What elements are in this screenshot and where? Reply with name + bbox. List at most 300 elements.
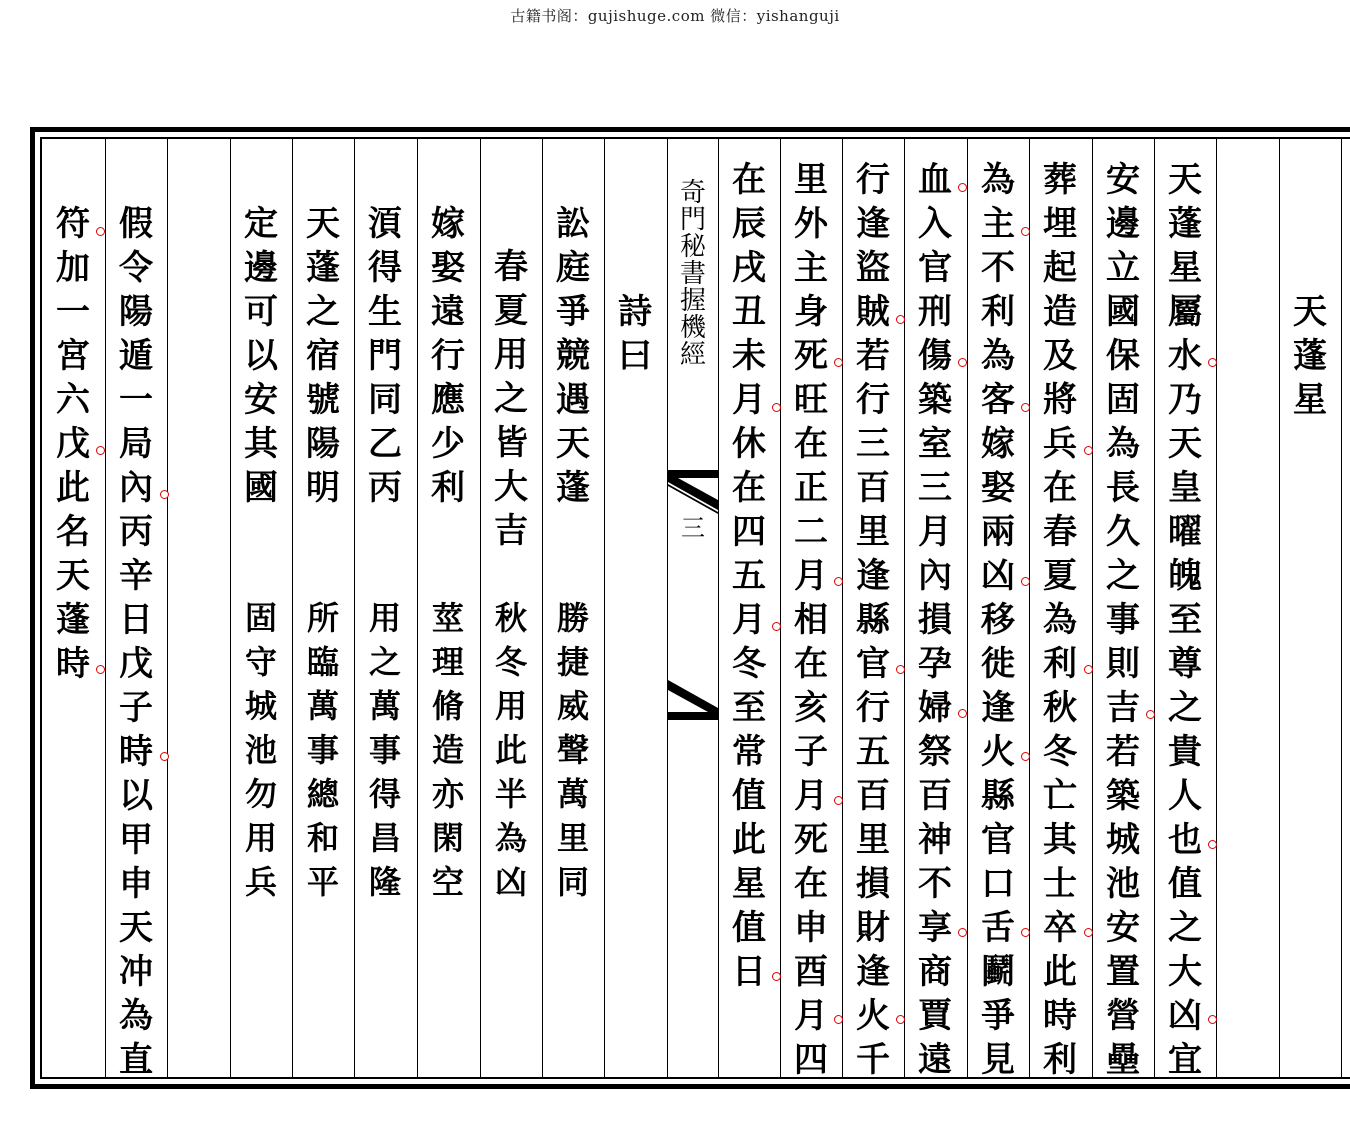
glyph: 傷 [918, 336, 952, 376]
punctuation-circle [1208, 840, 1217, 849]
heading-column [1285, 290, 1335, 422]
text-column [724, 158, 774, 994]
glyph: 月 [794, 556, 828, 596]
poem-line-lower [486, 596, 536, 904]
text-column [786, 158, 836, 1082]
glyph: 縣 [856, 600, 890, 640]
glyph: 內 [918, 556, 952, 596]
glyph: 及 [1043, 336, 1077, 376]
glyph: 天 [119, 908, 153, 948]
glyph: 主 [981, 204, 1015, 244]
glyph: 正 [794, 468, 828, 508]
glyph: 事 [368, 731, 401, 769]
column-rule [1029, 137, 1030, 1079]
glyph: 總 [306, 775, 339, 813]
glyph: 安 [244, 380, 278, 420]
glyph: 之 [1106, 556, 1140, 596]
glyph: 邊 [1106, 204, 1140, 244]
glyph: 蓬 [556, 468, 590, 508]
glyph: 得 [368, 775, 401, 813]
glyph: 為 [981, 160, 1015, 200]
glyph: 行 [856, 688, 890, 728]
glyph: 刑 [918, 292, 952, 332]
glyph: 百 [918, 776, 952, 816]
glyph: 千 [856, 1040, 890, 1080]
column-rule [1216, 137, 1217, 1079]
glyph: 祭 [918, 732, 952, 772]
glyph: 此 [56, 468, 90, 508]
glyph: 五 [732, 556, 766, 596]
glyph: 以 [244, 336, 278, 376]
glyph: 用 [368, 599, 401, 637]
glyph: 亥 [794, 688, 828, 728]
glyph: 遁 [119, 336, 153, 376]
glyph: 在 [794, 864, 828, 904]
glyph: 兩 [981, 512, 1015, 552]
glyph: 死 [794, 336, 828, 376]
column-rule [1154, 137, 1155, 1079]
glyph: 壘 [1106, 1040, 1140, 1080]
glyph: 和 [306, 819, 339, 857]
punctuation-circle [1021, 227, 1030, 236]
glyph: 天 [306, 204, 340, 244]
glyph: 宮 [56, 336, 90, 376]
glyph: 里 [794, 160, 828, 200]
glyph: 常 [732, 732, 766, 772]
glyph: 名 [56, 512, 90, 552]
punctuation-circle [96, 665, 105, 674]
glyph: 其 [1043, 820, 1077, 860]
punctuation-circle [160, 490, 169, 499]
glyph: 長 [1106, 468, 1140, 508]
glyph: 火 [856, 996, 890, 1036]
glyph: 假 [119, 204, 153, 244]
glyph: 陽 [119, 292, 153, 332]
glyph: 行 [856, 380, 890, 420]
column-rule [604, 137, 605, 1079]
glyph: 丑 [732, 292, 766, 332]
punctuation-circle [834, 1015, 843, 1024]
text-column [1160, 158, 1210, 1082]
glyph: 亦 [431, 775, 464, 813]
glyph: 兵 [244, 863, 277, 901]
poem-line-upper [548, 202, 598, 510]
glyph: 日 [119, 600, 153, 640]
glyph: 若 [1106, 732, 1140, 772]
punctuation-circle [1021, 403, 1030, 412]
glyph: 將 [1043, 380, 1077, 420]
glyph: 一 [119, 380, 153, 420]
punctuation-circle [1084, 928, 1093, 937]
punctuation-circle [896, 665, 905, 674]
punctuation-circle [958, 928, 967, 937]
glyph: 財 [856, 908, 890, 948]
glyph: 理 [431, 643, 464, 681]
glyph: 戌 [732, 248, 766, 288]
glyph: 利 [1043, 1040, 1077, 1080]
glyph: 星 [1293, 380, 1327, 420]
text-column [48, 202, 98, 686]
glyph: 令 [119, 248, 153, 288]
column-rule [292, 137, 293, 1079]
glyph: 休 [732, 424, 766, 464]
text-column [1035, 158, 1085, 1082]
glyph: 蓬 [1293, 336, 1327, 376]
glyph: 嫁 [981, 424, 1015, 464]
glyph: 之 [368, 643, 401, 681]
glyph: 見 [981, 1040, 1015, 1080]
title-glyph: 門 [679, 205, 706, 235]
glyph: 為 [1106, 424, 1140, 464]
glyph: 神 [918, 820, 952, 860]
glyph: 此 [732, 820, 766, 860]
glyph: 隆 [368, 863, 401, 901]
glyph: 星 [732, 864, 766, 904]
glyph: 明 [306, 468, 340, 508]
column-rule [480, 137, 481, 1079]
glyph: 值 [732, 776, 766, 816]
punctuation-circle [896, 1015, 905, 1024]
glyph: 若 [856, 336, 890, 376]
glyph: 固 [1106, 380, 1140, 420]
glyph: 脩 [431, 687, 464, 725]
glyph: 娶 [431, 248, 465, 288]
glyph: 城 [244, 687, 277, 725]
glyph: 池 [1106, 864, 1140, 904]
glyph: 縣 [981, 776, 1015, 816]
glyph: 葬 [1043, 160, 1077, 200]
book-title [668, 180, 718, 369]
glyph: 置 [1106, 952, 1140, 992]
glyph: 保 [1106, 336, 1140, 376]
glyph: 事 [306, 731, 339, 769]
glyph: 春 [1043, 512, 1077, 552]
glyph: 訟 [556, 204, 590, 244]
glyph: 室 [918, 424, 952, 464]
punctuation-circle [96, 227, 105, 236]
glyph: 逢 [856, 204, 890, 244]
glyph: 少 [431, 424, 465, 464]
glyph: 萬 [368, 687, 401, 725]
lower-fishtail-mark [668, 680, 718, 720]
glyph: 鬬 [981, 952, 1015, 992]
glyph: 爭 [556, 292, 590, 332]
glyph: 固 [244, 599, 277, 637]
glyph: 時 [56, 644, 90, 684]
glyph: 秋 [494, 599, 527, 637]
glyph: 庭 [556, 248, 590, 288]
punctuation-circle [1208, 358, 1217, 367]
glyph: 應 [431, 380, 465, 420]
glyph: 城 [1106, 820, 1140, 860]
glyph: 乃 [1168, 380, 1202, 420]
column-rule [1341, 137, 1342, 1079]
punctuation-circle [1021, 577, 1030, 586]
glyph: 酉 [794, 952, 828, 992]
glyph: 水 [1168, 336, 1202, 376]
punctuation-circle [834, 358, 843, 367]
poem-heading-column [610, 290, 660, 378]
glyph: 此 [1043, 952, 1077, 992]
glyph: 空 [431, 863, 464, 901]
punctuation-circle [772, 972, 781, 981]
punctuation-circle [1084, 446, 1093, 455]
punctuation-circle [958, 358, 967, 367]
glyph: 天 [56, 556, 90, 596]
glyph: 捷 [556, 643, 589, 681]
glyph: 尊 [1168, 644, 1202, 684]
glyph: 內 [119, 468, 153, 508]
column-rule [780, 137, 781, 1079]
glyph: 之 [1168, 908, 1202, 948]
glyph: 月 [732, 380, 766, 420]
glyph: 嫁 [431, 204, 465, 244]
glyph: 可 [244, 292, 278, 332]
glyph: 二 [794, 512, 828, 552]
glyph: 星 [1168, 248, 1202, 288]
glyph: 久 [1106, 512, 1140, 552]
glyph: 秋 [1043, 688, 1077, 728]
glyph: 行 [856, 160, 890, 200]
glyph: 號 [306, 380, 340, 420]
glyph: 天 [556, 424, 590, 464]
page-number: 三 [681, 514, 705, 542]
glyph: 孕 [918, 644, 952, 684]
glyph: 逢 [981, 688, 1015, 728]
glyph: 卒 [1043, 908, 1077, 948]
glyph: 外 [794, 204, 828, 244]
glyph: 至 [732, 688, 766, 728]
glyph: 月 [794, 996, 828, 1036]
glyph: 勝 [556, 599, 589, 637]
title-glyph: 機 [679, 313, 706, 343]
glyph: 客 [981, 380, 1015, 420]
glyph: 勿 [244, 775, 277, 813]
glyph: 婦 [918, 688, 952, 728]
glyph: 士 [1043, 864, 1077, 904]
glyph: 在 [732, 468, 766, 508]
poem-line-upper [360, 202, 410, 510]
glyph: 丙 [368, 468, 402, 508]
glyph: 利 [1043, 644, 1077, 684]
glyph: 遠 [918, 1040, 952, 1080]
glyph: 凶 [494, 863, 527, 901]
glyph: 凶 [981, 556, 1015, 596]
glyph: 天 [1168, 160, 1202, 200]
glyph: 冬 [494, 643, 527, 681]
glyph: 損 [918, 600, 952, 640]
glyph: 三 [918, 468, 952, 508]
glyph: 為 [119, 996, 153, 1036]
glyph: 造 [431, 731, 464, 769]
title-glyph: 書 [679, 259, 706, 289]
title-glyph: 經 [679, 340, 706, 370]
glyph: 至 [1168, 600, 1202, 640]
glyph: 相 [794, 600, 828, 640]
glyph: 詩 [618, 292, 652, 332]
glyph: 以 [119, 776, 153, 816]
glyph: 人 [1168, 776, 1202, 816]
glyph: 辰 [732, 204, 766, 244]
glyph: 乙 [368, 424, 402, 464]
glyph: 利 [431, 468, 465, 508]
column-rule [354, 137, 355, 1079]
text-column [848, 158, 898, 1082]
column-rule [542, 137, 543, 1079]
glyph: 吉 [494, 511, 528, 551]
glyph: 宜 [1168, 1040, 1202, 1080]
glyph: 不 [981, 248, 1015, 288]
glyph: 冬 [1043, 732, 1077, 772]
glyph: 吉 [1106, 688, 1140, 728]
punctuation-circle [772, 403, 781, 412]
glyph: 也 [1168, 820, 1202, 860]
glyph: 營 [1106, 996, 1140, 1036]
poem-line-upper [423, 202, 473, 510]
punctuation-circle [96, 446, 105, 455]
glyph: 蓬 [56, 600, 90, 640]
glyph: 享 [918, 908, 952, 948]
glyph: 夏 [494, 291, 528, 331]
glyph: 里 [856, 820, 890, 860]
glyph: 則 [1106, 644, 1140, 684]
glyph: 起 [1043, 248, 1077, 288]
glyph: 爭 [981, 996, 1015, 1036]
glyph: 局 [119, 424, 153, 464]
glyph: 時 [1043, 996, 1077, 1036]
punctuation-circle [1021, 928, 1030, 937]
glyph: 四 [794, 1040, 828, 1080]
glyph: 得 [368, 248, 402, 288]
glyph: 官 [981, 820, 1015, 860]
watermark: 古籍书阁：gujishuge.com 微信：yishanguji [510, 7, 840, 25]
glyph: 宿 [306, 336, 340, 376]
glyph: 六 [56, 380, 90, 420]
glyph: 五 [856, 732, 890, 772]
poem-line-upper [298, 202, 348, 510]
glyph: 百 [856, 776, 890, 816]
text-column [1098, 158, 1148, 1082]
punctuation-circle [896, 315, 905, 324]
glyph: 夏 [1043, 556, 1077, 596]
glyph: 門 [368, 336, 402, 376]
column-rule [842, 137, 843, 1079]
glyph: 為 [1043, 600, 1077, 640]
glyph: 用 [244, 819, 277, 857]
glyph: 凶 [1168, 996, 1202, 1036]
glyph: 賈 [918, 996, 952, 1036]
punctuation-circle [160, 752, 169, 761]
poem-line-upper [486, 245, 536, 553]
column-rule [1092, 137, 1093, 1079]
title-glyph: 奇 [679, 178, 706, 208]
glyph: 池 [244, 731, 277, 769]
glyph: 曜 [1168, 512, 1202, 552]
glyph: 逢 [856, 952, 890, 992]
column-rule [167, 137, 168, 1079]
glyph: 閑 [431, 819, 464, 857]
glyph: 之 [494, 379, 528, 419]
glyph: 為 [494, 819, 527, 857]
glyph: 國 [1106, 292, 1140, 332]
glyph: 四 [732, 512, 766, 552]
glyph: 安 [1106, 908, 1140, 948]
glyph: 為 [981, 336, 1015, 376]
glyph: 戊 [119, 644, 153, 684]
glyph: 月 [794, 776, 828, 816]
glyph: 符 [56, 204, 90, 244]
punctuation-circle [834, 577, 843, 586]
glyph: 蓬 [306, 248, 340, 288]
glyph: 旺 [794, 380, 828, 420]
glyph: 值 [1168, 864, 1202, 904]
glyph: 用 [494, 687, 527, 725]
glyph: 在 [1043, 468, 1077, 508]
glyph: 入 [918, 204, 952, 244]
glyph: 同 [556, 863, 589, 901]
glyph: 官 [918, 248, 952, 288]
glyph: 貴 [1168, 732, 1202, 772]
glyph: 築 [918, 380, 952, 420]
glyph: 冬 [732, 644, 766, 684]
glyph: 威 [556, 687, 589, 725]
glyph: 身 [794, 292, 828, 332]
glyph: 萬 [306, 687, 339, 725]
glyph: 未 [732, 336, 766, 376]
punctuation-circle [1084, 665, 1093, 674]
glyph: 大 [494, 467, 528, 507]
punctuation-circle [958, 183, 967, 192]
glyph: 邊 [244, 248, 278, 288]
glyph: 聲 [556, 731, 589, 769]
glyph: 行 [431, 336, 465, 376]
glyph: 同 [368, 380, 402, 420]
glyph: 定 [244, 204, 278, 244]
column-rule [1279, 137, 1280, 1079]
glyph: 娶 [981, 468, 1015, 508]
poem-line-lower [360, 596, 410, 904]
glyph: 直 [119, 1040, 153, 1080]
glyph: 築 [1106, 776, 1140, 816]
glyph: 用 [494, 335, 528, 375]
punctuation-circle [834, 796, 843, 805]
glyph: 里 [856, 512, 890, 552]
glyph: 甲 [119, 820, 153, 860]
column-rule [718, 137, 719, 1079]
glyph: 造 [1043, 292, 1077, 332]
glyph: 此 [494, 731, 527, 769]
glyph: 戊 [56, 424, 90, 464]
glyph: 在 [794, 644, 828, 684]
poem-line-lower [548, 596, 598, 904]
glyph: 遇 [556, 380, 590, 420]
glyph: 競 [556, 336, 590, 376]
punctuation-circle [958, 709, 967, 718]
poem-line-lower [236, 596, 286, 904]
glyph: 昌 [368, 819, 401, 857]
poem-line-upper [236, 202, 286, 510]
glyph: 之 [306, 292, 340, 332]
glyph: 丙 [119, 512, 153, 552]
glyph: 萬 [556, 775, 589, 813]
glyph: 值 [732, 908, 766, 948]
glyph: 所 [306, 599, 339, 637]
glyph: 立 [1106, 248, 1140, 288]
glyph: 平 [306, 863, 339, 901]
glyph: 賊 [856, 292, 890, 332]
glyph: 天 [1168, 424, 1202, 464]
glyph: 徙 [981, 644, 1015, 684]
